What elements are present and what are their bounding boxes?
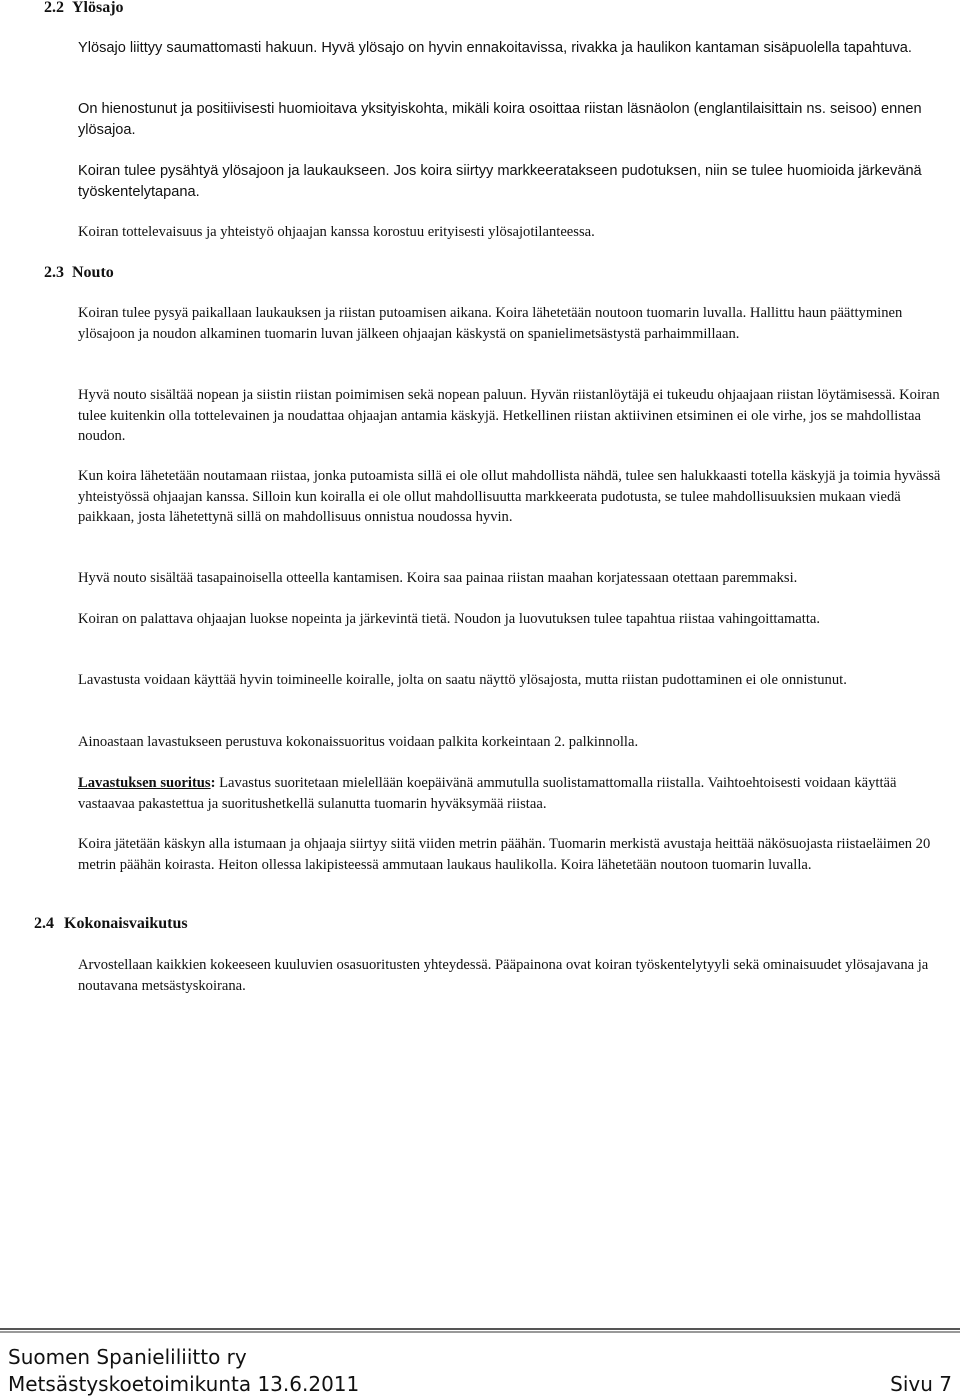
page-number: Sivu 7 xyxy=(890,1372,952,1396)
section-title: Kokonaisvaikutus xyxy=(64,915,188,932)
paragraph xyxy=(78,773,954,814)
paragraph: Kun koira lähetetään noutamaan riistaa, jonka putoamista sillä ei ole ollut mahdollista nähdä, tulee sen halukkaasti totella käskyjä ja toimia hyvässä yhteistyössä ohjaajan kanssa. Silloin kun koiralla ei ole ollut mahdollisuutta markkeerata pudotusta, se tulee mahdollisuuksien mukaan viedä paikkaan, josta lähetettynä sillä on mahdollisuus onnistua noudossa hyvin. xyxy=(78,468,941,525)
footer-divider xyxy=(0,1328,960,1333)
section-number: 2.3 xyxy=(44,264,64,281)
section-title: Ylösajo xyxy=(72,0,124,16)
section-number: 2.2 xyxy=(44,0,64,16)
footer-committee: Metsästyskoetoimikunta 13.6.2011 xyxy=(8,1372,360,1396)
paragraph: Hyvä nouto sisältää nopean ja siistin riistan poimimisen sekä nopean paluun. Hyvän riistanlöytäjä ei tukeudu ohjaajaan riistan löytämisessä. Koiran tulee kuitenkin olla tottelevainen ja noudattaa ohjaajan antamia käskyjä. Hetkellinen riistan aktiivinen etsiminen ei ole virhe, jos se mahdollistaa noudon. xyxy=(78,387,940,444)
section-heading-2-3 xyxy=(44,263,114,283)
paragraph: Lavastusta voidaan käyttää hyvin toimineelle koiralle, jolta on saatu näyttö ylösajosta, mutta riistan pudottaminen ei ole onnistunut. xyxy=(78,672,847,688)
lavastus-text: Lavastus suoritetaan mielellään koepäivänä ammutulla suolistamattomalla riistalla. Vaihtoehtoisesti voidaan käyttää vastaavaa pakastettua ja suoritushetkellä sulanutta tuomarin hyväksymää riistaa. xyxy=(78,775,897,812)
section-number: 2.4 xyxy=(34,915,54,932)
section-heading-2-4 xyxy=(34,914,188,934)
footer-organization: Suomen Spanieliliitto ry xyxy=(8,1345,247,1369)
paragraph: Koiran tulee pysähtyä ylösajoon ja laukaukseen. Jos koira siirtyy markkeeratakseen pudotuksen, niin se tulee huomioida järkevänä työskentelytapana. xyxy=(78,163,922,200)
paragraph: Koiran tottelevaisuus ja yhteistyö ohjaajan kanssa korostuu erityisesti ylösajotilanteessa. xyxy=(78,224,595,240)
paragraph: Ylösajo liittyy saumattomasti hakuun. Hyvä ylösajo on hyvin ennakoitavissa, rivakka ja haulikon kantaman sisäpuolella tapahtuva. xyxy=(78,40,912,56)
paragraph: Arvostellaan kaikkien kokeeseen kuuluvien osasuoritusten yhteydessä. Pääpainona ovat koiran työskentelytyyli sekä ominaisuudet ylösajavana ja noutavana metsästyskoirana. xyxy=(78,957,929,994)
section-heading-2-2 xyxy=(44,0,124,18)
lavastus-label: Lavastuksen suoritus xyxy=(78,775,211,791)
paragraph: Koiran on palattava ohjaajan luokse nopeinta ja järkevintä tietä. Noudon ja luovutuksen tulee tapahtua riistaa vahingoittamatta. xyxy=(78,611,821,627)
section-title: Nouto xyxy=(72,264,114,281)
lavastus-colon: : xyxy=(210,775,216,791)
paragraph: Koira jätetään käskyn alla istumaan ja ohjaaja siirtyy siitä viiden metrin päähän. Tuomarin merkistä avustaja heittää näkösuojasta riistaeläimen 20 metrin päähän koirasta. Heiton ollessa lakipisteessä ammutaan laukaus haulikolla. Koira lähetetään noutoon tuomarin luvalla. xyxy=(78,836,931,873)
paragraph: On hienostunut ja positiivisesti huomioitava yksityiskohta, mikäli koira osoittaa riistan läsnäolon (englantilaisittain ns. seisoo) ennen ylösajoa. xyxy=(78,101,922,138)
paragraph: Hyvä nouto sisältää tasapainoisella otteella kantamisen. Koira saa painaa riistan maahan korjatessaan otettaan paremmaksi. xyxy=(78,570,798,586)
paragraph: Ainoastaan lavastukseen perustuva kokonaissuoritus voidaan palkita korkeintaan 2. palkinnolla. xyxy=(78,734,639,750)
paragraph: Koiran tulee pysyä paikallaan laukauksen ja riistan putoamisen aikana. Koira lähetetään noutoon tuomarin luvalla. Hallittu haun päättyminen ylösajoon ja noudon alkaminen tuomarin luvan jälkeen ohjaajan käskystä on spanielimetsästystä parhaimmillaan. xyxy=(78,305,903,342)
